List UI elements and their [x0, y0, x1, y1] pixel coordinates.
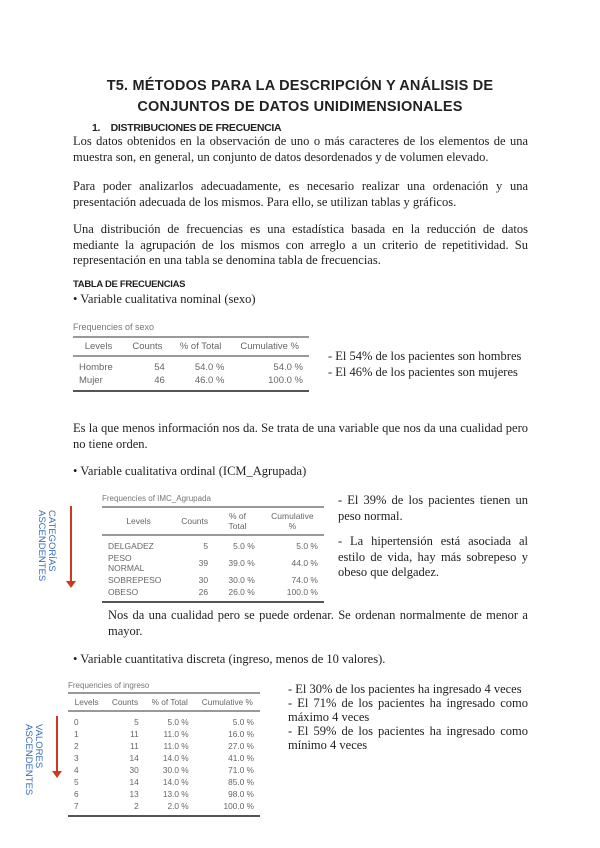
- table-row: [102, 586, 324, 602]
- table-cell: 11.0 %: [163, 729, 189, 739]
- table-row: [102, 552, 324, 574]
- subheading: TABLA DE FRECUENCIAS: [73, 278, 186, 290]
- table-cell: 30.0 %: [162, 765, 189, 775]
- table-cell: SOBREPESO: [108, 575, 162, 585]
- table-caption: Frequencies of IMC_Agrupada: [102, 494, 211, 503]
- table-cell: 14.0 %: [162, 777, 189, 787]
- notes-imc: [338, 493, 528, 581]
- table-cell: 98.0 %: [228, 789, 254, 799]
- table-row: [68, 740, 260, 752]
- note: - El 46% de los pacientes son mujeres: [328, 364, 518, 379]
- table-cell: 54.0 %: [273, 362, 303, 373]
- table-cell: Mujer: [73, 374, 124, 391]
- table-row: [68, 711, 260, 728]
- table-cell: 100.0 %: [195, 800, 260, 816]
- table-cell: 14: [129, 777, 139, 787]
- paragraph: Para poder analizarlos adecuadamente, es necesario realizar una ordenación y una presentación adecuada de los mismos. Para ello, se utilizan tablas y gráficos.: [73, 179, 528, 209]
- note: - El 54% de los pacientes son hombres: [328, 349, 522, 363]
- paragraph: Es la que menos información nos da. Se trata de una variable que nos da una cualidad pero no tiene orden.: [73, 421, 528, 451]
- table-cell: 14: [129, 753, 139, 763]
- note: - La hipertensión está asociada al estilo de vida, hay más sobrepeso y obeso que delgadez.: [338, 534, 528, 579]
- table-cell: 26: [175, 586, 214, 602]
- column-header: Counts: [124, 337, 171, 356]
- table-cell: 30.0 %: [228, 575, 255, 585]
- table-cell: 30: [129, 765, 139, 775]
- vertical-label: CATEGORÍAS ASCENDENTES: [36, 510, 57, 582]
- table-cell: 44.0 %: [291, 558, 318, 568]
- table-cell: 5.0 %: [167, 717, 189, 727]
- bullet: • Variable cualitativa nominal (sexo): [73, 291, 256, 306]
- table-cell: PESO NORMAL: [108, 553, 145, 573]
- column-header: Levels: [68, 693, 105, 711]
- note: - El 59% de los pacientes ha ingresado como mínimo 4 veces: [288, 724, 528, 752]
- table-cell: 5: [203, 541, 209, 551]
- paragraph: Una distribución de frecuencias es una estadística basada en la reducción de datos mediante la agrupación de los mismos con arreglo a un criterio de repetitividad. Su representación en una tabla se denomina tabla de frecuencias.: [73, 222, 528, 267]
- down-arrow-icon: [56, 716, 58, 772]
- bullet: • Variable cuantitativa discreta (ingreso, menos de 10 valores).: [73, 652, 386, 666]
- table-cell: 6: [74, 789, 79, 799]
- table-cell: 54.0 %: [194, 362, 225, 373]
- table-cell: 3: [74, 753, 79, 763]
- table-row: [68, 752, 260, 764]
- frequency-table-sexo: [73, 322, 309, 392]
- table-row: [73, 356, 309, 374]
- table-cell: 11: [130, 729, 139, 739]
- section-heading: 1. DISTRIBUCIONES DE FRECUENCIA: [92, 122, 282, 134]
- table-cell: 4: [74, 765, 79, 775]
- table-cell: 30: [198, 575, 209, 585]
- table-cell: 7: [68, 800, 105, 816]
- column-header: % of Total: [214, 507, 261, 535]
- table-header-row: [73, 337, 309, 356]
- paragraph: Los datos obtenidos en la observación de uno o más caracteres de los elementos de una muestra son, en general, un conjunto de datos desordenados y de volumen elevado.: [73, 134, 528, 164]
- table-cell: 16.0 %: [228, 729, 254, 739]
- table-row: [102, 574, 324, 586]
- table-cell: 74.0 %: [291, 575, 318, 585]
- column-header: Counts: [105, 693, 145, 711]
- table-row: [68, 788, 260, 800]
- table-cell: 11.0 %: [163, 741, 189, 751]
- down-arrow-icon: [70, 506, 72, 582]
- table-cell: 11: [130, 741, 139, 751]
- note: - El 39% de los pacientes tienen un peso normal.: [338, 493, 528, 523]
- table-cell: OBESO: [102, 586, 175, 602]
- column-header: Counts: [175, 507, 214, 535]
- column-header: Levels: [73, 337, 124, 356]
- table-cell: DELGADEZ: [108, 541, 154, 551]
- table-cell: 14.0 %: [162, 753, 189, 763]
- table-header-row: [102, 507, 324, 535]
- table-cell: 1: [74, 729, 79, 739]
- column-header: Cumulative %: [230, 337, 309, 356]
- table-cell: 13.0 %: [162, 789, 189, 799]
- bullet: • Variable cualitativa ordinal (ICM_Agrupada): [73, 464, 307, 478]
- table-row: [73, 374, 309, 391]
- table-cell: 13: [129, 789, 139, 799]
- table-cell: 0: [74, 717, 79, 727]
- table-row: [68, 764, 260, 776]
- table-cell: 46: [124, 374, 171, 391]
- table-cell: 100.0 %: [230, 374, 309, 391]
- paragraph: Nos da una cualidad pero se puede ordenar. Se ordenan normalmente de menor a mayor.: [108, 608, 528, 638]
- column-header: % of Total: [171, 337, 231, 356]
- frequency-table-imc: [102, 494, 324, 603]
- table-caption: Frequencies of ingreso: [68, 681, 150, 690]
- table-cell: 41.0 %: [228, 753, 254, 763]
- table-cell: 2: [74, 741, 79, 751]
- table-cell: 54: [154, 362, 165, 373]
- table-caption: Frequencies of sexo: [73, 322, 155, 332]
- table-row: [68, 776, 260, 788]
- note: - El 71% de los pacientes ha ingresado como máximo 4 veces: [288, 696, 528, 724]
- table-header-row: [68, 693, 260, 711]
- table-cell: 26.0 %: [214, 586, 261, 602]
- table-cell: Hombre: [79, 362, 113, 373]
- note: - El 30% de los pacientes ha ingresado 4 veces: [288, 682, 522, 696]
- table-cell: 5.0 %: [233, 541, 255, 551]
- table-row: [102, 535, 324, 552]
- table-cell: 2.0 %: [145, 800, 195, 816]
- intro-section: [73, 122, 528, 307]
- table-cell: 85.0 %: [228, 777, 254, 787]
- table-cell: 100.0 %: [261, 586, 324, 602]
- table-row: [68, 800, 260, 816]
- column-header: Levels: [102, 507, 175, 535]
- table-row: [68, 728, 260, 740]
- column-header: % of Total: [145, 693, 195, 711]
- column-header: Cumulative %: [261, 507, 324, 535]
- table-cell: 46.0 %: [171, 374, 231, 391]
- table-cell: 5.0 %: [296, 541, 318, 551]
- table-cell: 27.0 %: [228, 741, 254, 751]
- notes-sexo: [328, 349, 538, 380]
- table-cell: 5: [134, 717, 139, 727]
- table-cell: 39: [198, 558, 209, 568]
- table-cell: 5: [74, 777, 79, 787]
- frequency-table-ingreso: [68, 681, 260, 817]
- page-title: T5. MÉTODOS PARA LA DESCRIPCIÓN Y ANÁLISIS DE CONJUNTOS DE DATOS UNIDIMENSIONALES: [106, 78, 494, 115]
- table-cell: 39.0 %: [228, 558, 255, 568]
- table-cell: 5.0 %: [232, 717, 254, 727]
- table-cell: 2: [105, 800, 145, 816]
- notes-ingreso: [288, 682, 528, 752]
- column-header: Cumulative %: [195, 693, 260, 711]
- table-cell: 71.0 %: [228, 765, 254, 775]
- vertical-label: VALORES ASCENDENTES: [23, 724, 44, 796]
